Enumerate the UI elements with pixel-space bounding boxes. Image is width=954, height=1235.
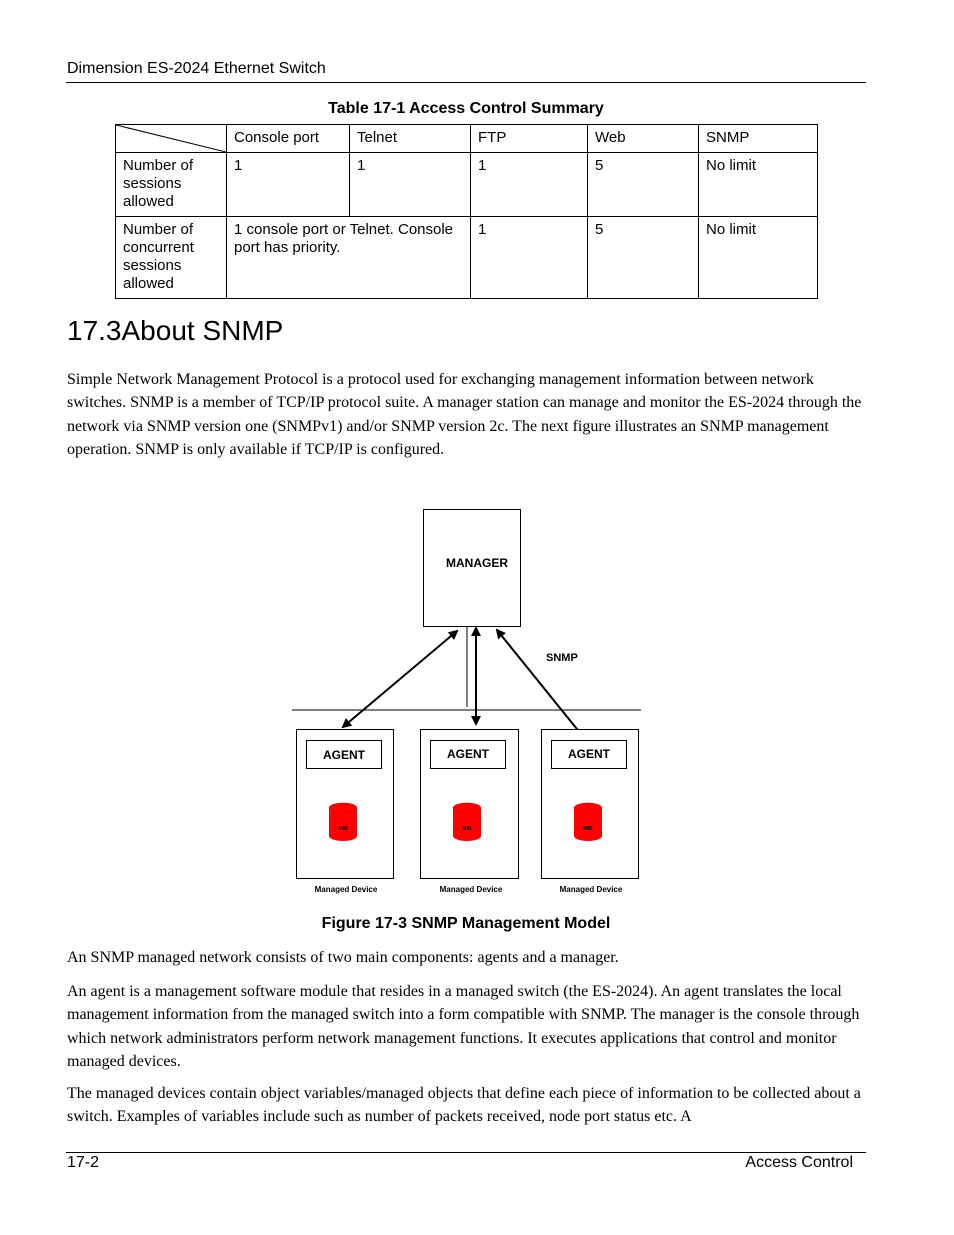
column-header: Console port xyxy=(227,125,350,153)
column-header: FTP xyxy=(471,125,588,153)
agent-label: AGENT xyxy=(323,748,365,762)
snmp-arrow-right xyxy=(497,630,585,739)
running-header: Dimension ES-2024 Ethernet Switch xyxy=(67,60,326,77)
mib-database-icon xyxy=(329,803,357,841)
table-cell: 5 xyxy=(588,153,699,217)
section-title: About SNMP xyxy=(121,315,284,346)
intro-paragraph: Simple Network Management Protocol is a protocol used for exchanging management information between network switches. SNMP is a member of TCP/IP protocol suite. A manager station can manage and monitor the ES-2024 through the network via SNMP version one (SNMPv1) and/or SNMP version 2c. The next figure illustrates an SNMP management operation. SNMP is only available if TCP/IP is configured. xyxy=(67,371,862,458)
manager-label: MANAGER xyxy=(446,556,508,570)
mib-label: MIB xyxy=(338,826,348,832)
mib-label: MIB xyxy=(462,826,472,832)
mib-database-icon xyxy=(574,803,602,841)
section-number: 17.3 xyxy=(67,315,122,346)
agent-label: AGENT xyxy=(568,747,610,761)
column-header: SNMP xyxy=(699,125,818,153)
footer-page-number: 17-2 xyxy=(67,1154,100,1171)
diagonal-line xyxy=(116,125,226,152)
snmp-arrow-left xyxy=(343,631,457,727)
access-control-table xyxy=(115,124,818,299)
table-cell: No limit xyxy=(699,217,818,299)
row-label: Number of sessions allowed xyxy=(116,153,227,217)
footer-section-name: Access Control xyxy=(745,1154,853,1171)
table-cell: 1 xyxy=(471,217,588,299)
figure-caption: Figure 17-3 SNMP Management Model xyxy=(321,915,611,932)
column-header: Telnet xyxy=(350,125,471,153)
table-cell: 1 console port or Telnet. Console port has priority. xyxy=(227,217,471,299)
row-label: Number of concurrent sessions allowed xyxy=(116,217,227,299)
managed-device-label: Managed Device xyxy=(439,885,503,894)
section-heading xyxy=(67,313,283,349)
column-header: Web xyxy=(588,125,699,153)
header-rule xyxy=(66,82,866,83)
snmp-label: SNMP xyxy=(546,652,578,664)
managed-device-label: Managed Device xyxy=(314,885,378,894)
managed-device-label: Managed Device xyxy=(559,885,623,894)
mib-label: MIB xyxy=(583,826,593,832)
table-caption: Table 17-1 Access Control Summary xyxy=(328,100,604,117)
table-cell: 1 xyxy=(350,153,471,217)
footer-rule xyxy=(66,1152,866,1153)
body-paragraph: The managed devices contain object variables/managed objects that define each piece of information to be collected about a switch. Examples of variables include such as number of packets received, node port status etc. A xyxy=(67,1085,861,1126)
snmp-management-figure xyxy=(280,500,660,905)
table-cell: 1 xyxy=(227,153,350,217)
table-cell: No limit xyxy=(699,153,818,217)
table-corner-cell xyxy=(116,125,227,153)
body-paragraph: An SNMP managed network consists of two main components: agents and a manager. xyxy=(67,949,619,966)
table-header-row xyxy=(116,125,818,153)
table-cell: 5 xyxy=(588,217,699,299)
body-paragraph: An agent is a management software module that resides in a managed switch (the ES-2024). An agent translates the local management information from the managed switch into a form compatible with SNMP. The manager is the console through which network administrators perform network management functions. It executes applications that control and monitor managed devices. xyxy=(67,983,860,1070)
table-cell: 1 xyxy=(471,153,588,217)
agent-label: AGENT xyxy=(447,747,489,761)
table-row xyxy=(116,153,818,217)
mib-database-icon xyxy=(453,803,481,841)
table-row xyxy=(116,217,818,299)
